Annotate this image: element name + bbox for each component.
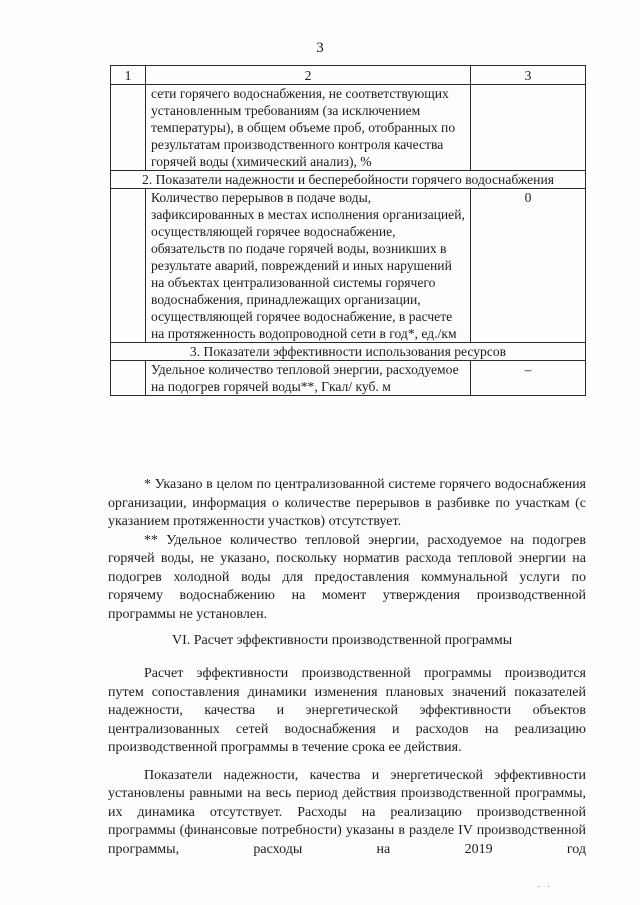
table-cell-number	[111, 189, 146, 343]
footnote-2: ** Удельное количество тепловой энергии, расходуемое на подогрев горячей воды, не указано, поскольку норматив расхода тепловой энергии на подогрев холодной воды для предоставления коммунальной услуги по горячему водоснабжению на момент утверждения производственной программы не установлен.	[108, 532, 586, 622]
indicators-table	[110, 65, 586, 396]
table-cell-indicator: Количество перерывов в подаче воды, зафиксированных в местах исполнения организацией, осуществляющей горячее водоснабжение, обязательств по подаче горячей воды, возникших в результате аварий, повреждений и иных нарушений на объектах централизованной системы горячего водоснабжения, принадлежащих организации, осуществляющей горячее водоснабжение, в расчете на протяженность водопроводной сети в год*, ед./км	[146, 189, 471, 343]
footnotes	[108, 476, 586, 624]
table-cell-indicator: сети горячего водоснабжения, не соответствующих установленным требованиям (за исключением температуры), в общем объеме проб, отобранных по результатам производственного контроля качества горячей воды (химический анализ), %	[146, 85, 471, 171]
table-cell-number	[111, 361, 146, 396]
table-row	[111, 189, 586, 343]
paragraph-2: Показатели надежности, качества и энергетической эффективности установлены равными на весь период действия производственной программы, их динамика отсутствует. Расходы на реализацию производственной программы (финансовые потребности) указаны в разделе IV производственной программы, расходы на 2019 год	[108, 767, 586, 857]
table-header-col-2: 2	[146, 66, 471, 85]
scan-artifact-dots: · ·	[537, 882, 553, 893]
table-header-col-3: 3	[471, 66, 586, 85]
table-cell-value: –	[471, 361, 586, 396]
table-section-row	[111, 343, 586, 361]
table-cell-indicator: Удельное количество тепловой энергии, расходуемое на подогрев горячей воды**, Гкал/ куб. м	[146, 361, 471, 396]
section-heading: VI. Расчет эффективности производственной программы	[172, 633, 513, 648]
paragraph-1: Расчет эффективности производственной программы производится путем сопоставления динамики изменения плановых значений показателей надежности, качества и энергетической эффективности объектов централизованных сетей водоснабжения и расходов на реализацию производственной программы в течение срока ее действия.	[108, 666, 586, 755]
page-number: 3	[316, 40, 324, 56]
table-cell-value: 0	[471, 189, 586, 343]
table-section-row	[111, 171, 586, 189]
table-section-title: 3. Показатели эффективности использования ресурсов	[111, 343, 586, 361]
table-row	[111, 361, 586, 396]
footnote-1: * Указано в целом по централизованной системе горячего водоснабжения организации, информация о количестве перерывов в разбивке по участкам (с указанием протяженности участков) отсутствует.	[108, 477, 586, 529]
table-header-row	[111, 66, 586, 85]
table-row	[111, 85, 586, 171]
table-cell-value	[471, 85, 586, 171]
body-text	[108, 665, 586, 868]
table-header-col-1: 1	[111, 66, 146, 85]
table-section-title: 2. Показатели надежности и бесперебойности горячего водоснабжения	[111, 171, 586, 189]
table-cell-number	[111, 85, 146, 171]
